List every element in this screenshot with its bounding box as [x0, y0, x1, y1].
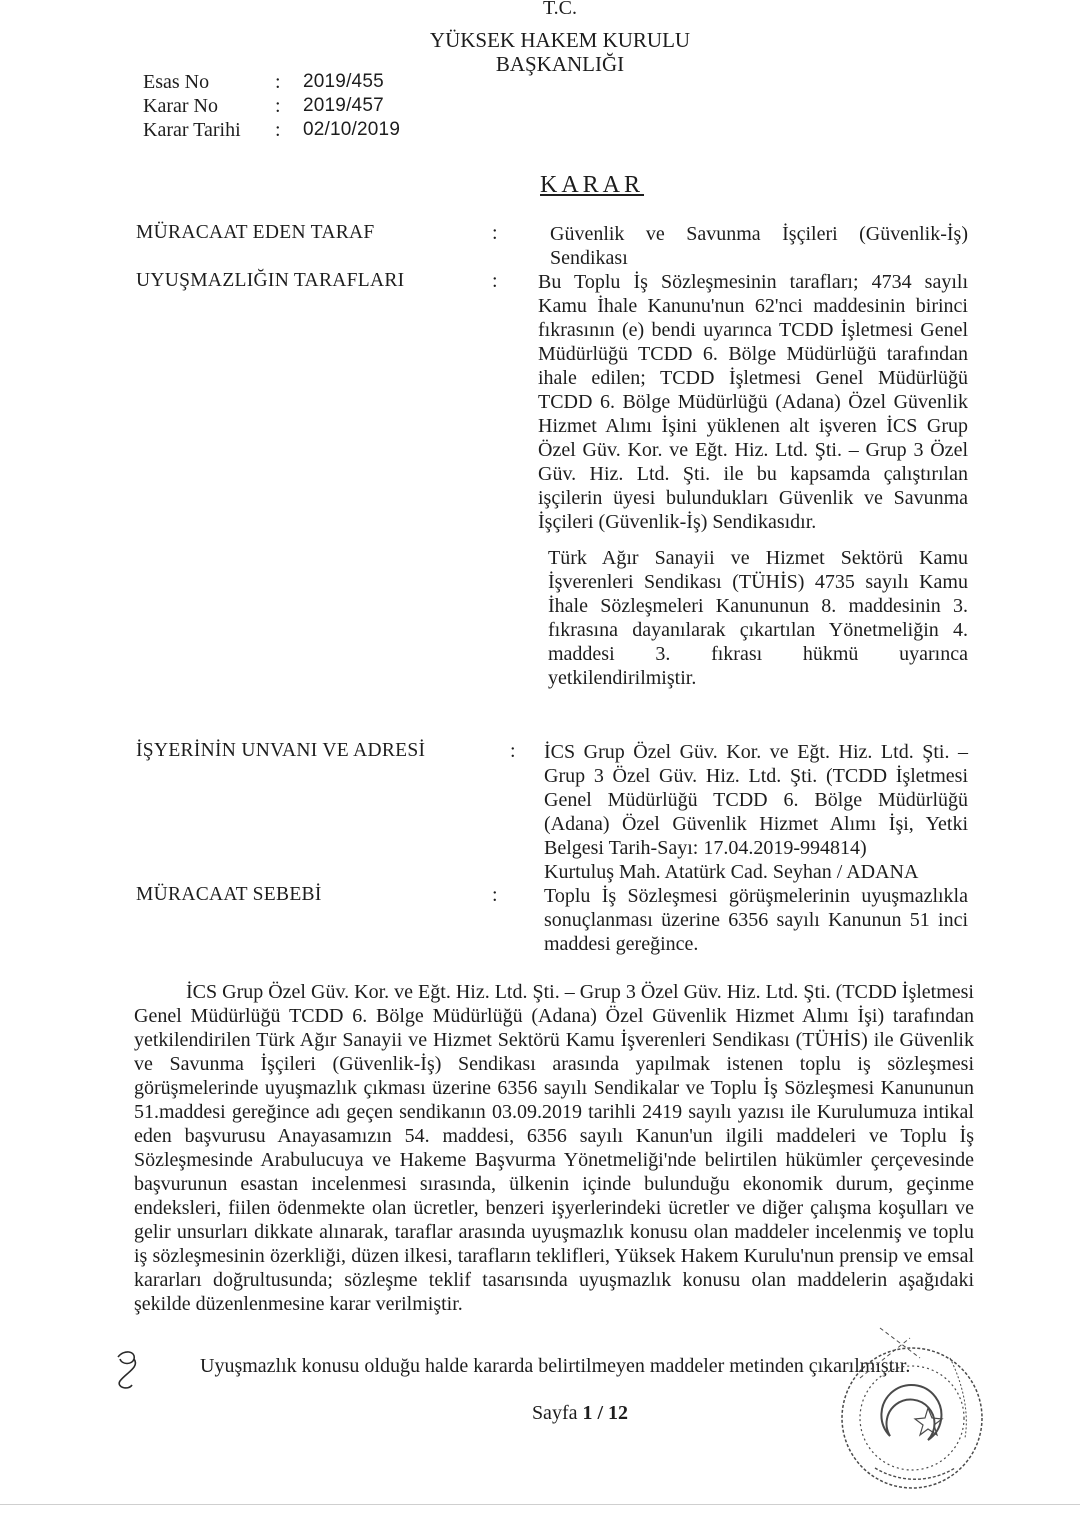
meta-colon: :	[275, 71, 281, 93]
section-body: Güvenlik ve Savunma İşçileri (Güvenlik-İş) Sendikası	[550, 223, 968, 269]
section-colon: :	[492, 884, 498, 906]
decision-body-text: İCS Grup Özel Güv. Kor. ve Eğt. Hiz. Ltd. Şti. – Grup 3 Özel Güv. Hiz. Ltd. Şti. (TCDD İşletmesi Genel Müdürlüğü TCDD 6. Bölge Müdürlüğü (Adana) Özel Güvenlik Hizmet Alımı İşi) tarafından yetkilendirilen Türk Ağır Sanayii ve Hizmet Sektörü Kamu İşverenleri Sendikası (TÜHİS) ile Güvenlik ve Savunma İşçileri (Güvenlik-İş) Sendikası arasında yapılmak istenen toplu iş sözleşmesi görüşmelerinde uyuşmazlık çıkması üzerine 6356 sayılı Sendikalar ve Toplu İş Sözleşmesi Kanununun 51.maddesi gereğince adı geçen sendikanın 03.09.2019 tarihli 2419 sayılı yazısı ile Kurulumuza intikal eden başvurusu Anayasamızın 54. maddesi, 6356 sayılı Kanun'un ilgili maddeleri ve Toplu İş Sözleşmesinde Arabulucuya ve Hakeme Başvurma Yönetmeliği'nde belirtilen hükümler çerçevesinde başvurunun esastan incelenmesi sırasında, ülkenin içinde bulunduğu ekonomik durum, geçinme endeksleri, fiilen ödenmekte olan ücretler, benzeri işyerlerindeki ücretler ve diğer çalışma koşulları ve gelir unsurları dikkate alınarak, taraflar arasında uyuşmazlık konusu olan maddeler incelenmiş ve toplu iş sözleşmesinin özerkliği, düzen ilkesi, tarafların teklifleri, Yüksek Hakem Kurulu'nun prensip ve emsal kararları doğrultusunda; sözleşme teklif tasarısında uyuşmazlık konusu olan maddelerin aşağıdaki şekilde düzenlenmesine karar verilmiştir.	[134, 981, 974, 1315]
section-body	[544, 740, 968, 884]
meta-value: 2019/457	[303, 95, 384, 116]
case-meta	[143, 70, 400, 142]
meta-colon: :	[275, 95, 281, 117]
section-colon: :	[492, 270, 498, 292]
section-label: UYUŞMAZLIĞIN TARAFLARI	[136, 270, 405, 291]
official-seal-stamp	[820, 1318, 990, 1498]
paragraph: İCS Grup Özel Güv. Kor. ve Eğt. Hiz. Ltd. Şti. – Grup 3 Özel Güv. Hiz. Ltd. Şti. (TCDD İşletmesi Genel Müdürlüğü TCDD 6. Bölge Müdürlüğü (Adana) Özel Güvenlik Hizmet Alımı İşi, Yetki Belgesi Tarih-Sayı: 17.04.2019-994814)	[544, 741, 968, 859]
section-label: İŞYERİNİN UNVANI VE ADRESİ	[136, 740, 426, 761]
page-bottom-rule	[0, 1504, 1080, 1505]
section-colon: :	[492, 222, 498, 244]
section-body: Toplu İş Sözleşmesi görüşmelerinin uyuşmazlıkla sonuçlanması üzerine 6356 sayılı Kanunun 51 inci maddesi gereğince.	[544, 885, 968, 955]
org-name-line1: YÜKSEK HAKEM KURULU	[429, 28, 691, 52]
meta-label: Karar No	[143, 95, 218, 117]
meta-karar-no	[143, 94, 400, 118]
org-name-line2: BAŞKANLIĞI	[495, 52, 625, 76]
document-title: KARAR	[540, 172, 645, 198]
meta-colon: :	[275, 119, 281, 141]
decision-note: Uyuşmazlık konusu olduğu halde kararda belirtilmeyen maddeler metinden çıkarılmıştır.	[200, 1355, 911, 1377]
meta-label: Karar Tarihi	[143, 119, 241, 141]
meta-label: Esas No	[143, 71, 210, 93]
section-label: MÜRACAAT SEBEBİ	[136, 884, 322, 905]
paragraph: Türk Ağır Sanayii ve Hizmet Sektörü Kamu İşverenleri Sendikası (TÜHİS) 4735 sayılı Kamu İhale Sözleşmeleri Kanununun 8. maddesinin 3. fıkrasına dayanılarak çıkartılan Yönetmeliğin 4. maddesi 3. fıkrası hükmü uyarınca yetkilendirilmiştir.	[548, 547, 968, 689]
handwritten-initials	[112, 1345, 152, 1395]
section-label: MÜRACAAT EDEN TARAF	[136, 222, 375, 243]
section-body	[538, 270, 968, 702]
page-count: 1 / 12	[582, 1402, 629, 1424]
paragraph: Bu Toplu İş Sözleşmesinin tarafları; 4734 sayılı Kamu İhale Kanunu'nun 62'nci maddesinin birinci fıkrasının (e) bendi uyarınca TCDD İşletmesi Genel Müdürlüğü TCDD 6. Bölge Müdürlüğü tarafından ihale edilen; TCDD İşletmesi Genel Müdürlüğü TCDD 6. Bölge Müdürlüğü (Adana) Özel Güvenlik Hizmet Alımı İşini yüklenen alt işveren İCS Grup Özel Güv. Kor. ve Eğt. Hiz. Ltd. Şti. – Grup 3 Özel Güv. Hiz. Ltd. Şti. ile bu kapsamda çalıştırılan işçilerin üyesi bulundukları Güvenlik ve Savunma İşçileri (Güvenlik-İş) Sendikasıdır.	[538, 271, 968, 533]
meta-value: 02/10/2019	[303, 119, 401, 140]
meta-esas-no	[143, 70, 400, 94]
section-colon: :	[510, 740, 516, 762]
meta-karar-tarihi	[143, 118, 400, 142]
republic-abbrev: T.C.	[542, 0, 578, 19]
meta-value: 2019/455	[303, 71, 384, 92]
address: Kurtuluş Mah. Atatürk Cad. Seyhan / ADANA	[544, 861, 919, 883]
page-prefix: Sayfa	[531, 1402, 583, 1424]
